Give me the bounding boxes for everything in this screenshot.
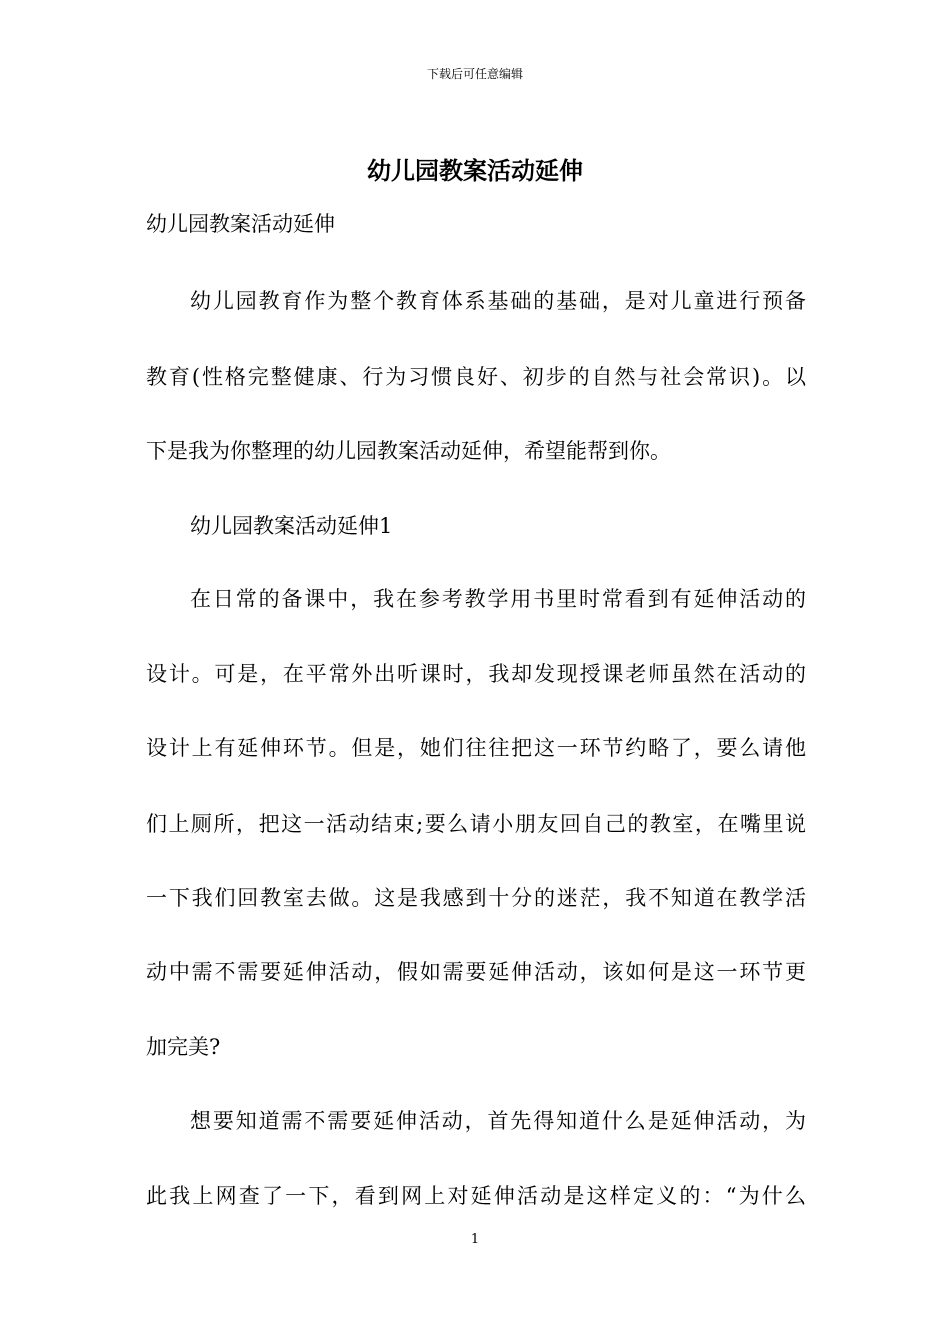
paragraph-line: 一下我们回教室去做。这是我感到十分的迷茫，我不知道在教学活 <box>146 886 806 910</box>
subtitle-line: 幼儿园教案活动延伸 <box>146 212 335 236</box>
paragraph-line: 下是我为你整理的幼儿园教案活动延伸，希望能帮到你。 <box>146 439 671 463</box>
paragraph-line: 在日常的备课中，我在参考教学用书里时常看到有延伸活动的 <box>190 587 806 611</box>
paragraph-line: 此我上网查了一下，看到网上对延伸活动是这样定义的：“为什么 <box>146 1184 806 1208</box>
section-heading: 幼儿园教案活动延伸1 <box>190 514 393 538</box>
header-note: 下载后可任意编辑 <box>426 67 523 81</box>
paragraph-line: 加完美? <box>146 1035 221 1059</box>
paragraph-line: 设计。可是，在平常外出听课时，我却发现授课老师虽然在活动的 <box>146 662 806 686</box>
page-number: 1 <box>470 1232 480 1247</box>
paragraph-line: 们上厕所，把这一活动结束;要么请小朋友回自己的教室，在嘴里说 <box>146 812 806 836</box>
paragraph-line: 教育(性格完整健康、行为习惯良好、初步的自然与社会常识)。以 <box>146 365 806 389</box>
document-title: 幼儿园教案活动延伸 <box>367 156 583 185</box>
paragraph-line: 动中需不需要延伸活动，假如需要延伸活动，该如何是这一环节更 <box>146 960 806 984</box>
paragraph-line: 设计上有延伸环节。但是，她们往往把这一环节约略了，要么请他 <box>146 736 806 760</box>
paragraph-line: 幼儿园教育作为整个教育体系基础的基础，是对儿童进行预备 <box>190 289 806 313</box>
paragraph-line: 想要知道需不需要延伸活动，首先得知道什么是延伸活动，为 <box>190 1109 806 1133</box>
